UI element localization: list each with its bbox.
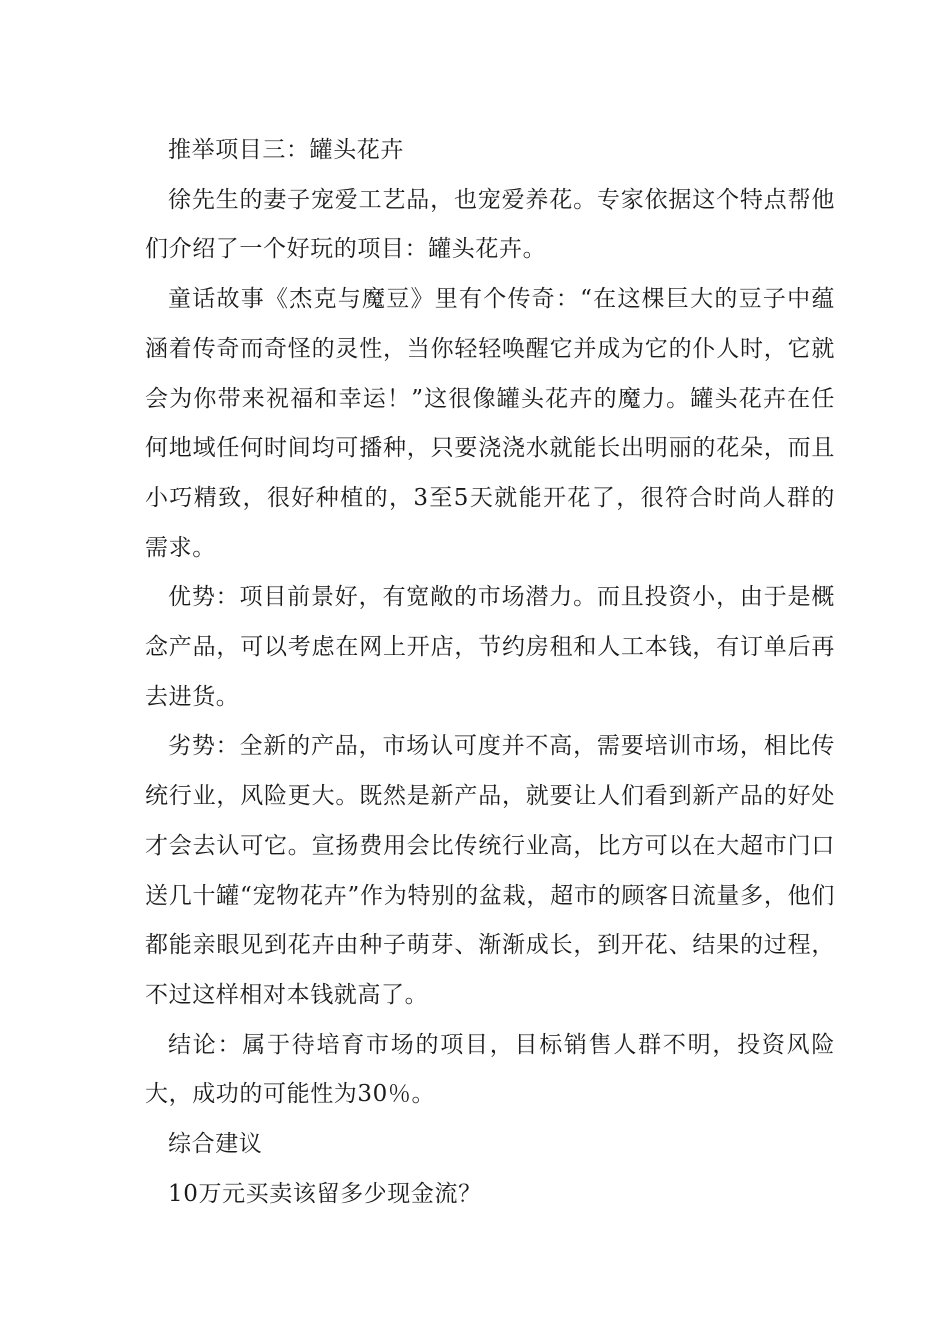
section-heading-project-three: 推举项目三：罐头花卉 [168,137,404,163]
document-body [145,126,835,1219]
section-heading-cash-flow: 10万元买卖该留多少现金流？ [168,1180,482,1207]
paragraph-introduction: 徐先生的妻子宠爱工艺品，也宠爱养花。专家依据这个特点帮他们介绍了一个好玩的项目：罐头花卉。 [145,186,835,263]
paragraph-advantages: 优势：项目前景好，有宽敞的市场潜力。而且投资小，由于是概念产品，可以考虑在网上开店，节约房租和人工本钱，有订单后再去进货。 [145,584,835,710]
paragraph-disadvantages: 劣势：全新的产品，市场认可度并不高，需要培训市场，相比传统行业，风险更大。既然是新产品，就要让人们看到新产品的好处才会去认可它。宣扬费用会比传统行业高，比方可以在大超市门口送几十罐“宠物花卉”作为特别的盆栽，超市的顾客日流量多，他们都能亲眼见到花卉由种子萌芽、渐渐成长，到开花、结果的过程，不过这样相对本钱就高了。 [145,733,835,1008]
paragraph-conclusion: 结论：属于待培育市场的项目，目标销售人群不明，投资风险大，成功的可能性为30％。 [145,1031,835,1108]
section-heading-summary: 综合建议 [168,1131,263,1158]
paragraph-fairy-tale: 童话故事《杰克与魔豆》里有个传奇：“在这棵巨大的豆子中蕴涵着传奇而奇怪的灵性，当你轻轻唤醒它并成为它的仆人时，它就会为你带来祝福和幸运！”这很像罐头花卉的魔力。罐头花卉在任何地域任何时间均可播种，只要浇浇水就能长出明丽的花朵，而且小巧精致，很好种植的，3至5天就能开花了，很符合时尚人群的需求。 [145,286,835,561]
